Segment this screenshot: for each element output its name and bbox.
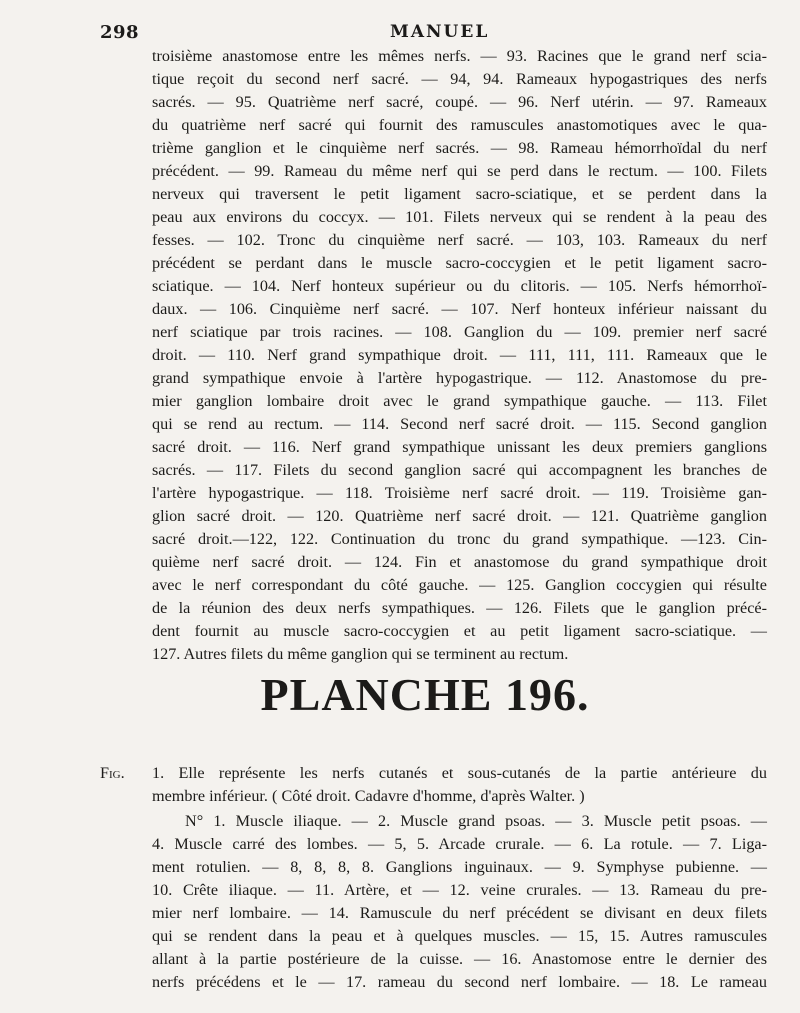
fig-label-text: Fig. [100, 764, 125, 782]
body-line: peau aux environs du coccyx. — 101. Filets nerveux qui se rendent à la peau des [152, 208, 767, 226]
legend-line: allant à la partie postérieure de la cuisse. — 16. Anastomose entre le dernier des [152, 950, 767, 968]
body-line: glion sacré droit. — 120. Quatrième nerf sacré droit. — 121. Quatrième ganglion [152, 507, 767, 525]
body-line: sciatique. — 104. Nerf honteux supérieur ou du clitoris. — 105. Nerfs hémorrhoï- [152, 277, 767, 295]
body-line: précédent. — 99. Rameau du même nerf qui se perd dans le rectum. — 100. Filets [152, 162, 767, 180]
body-line: quième nerf sacré droit. — 124. Fin et anastomose du grand sympathique droit [152, 553, 767, 571]
body-line: troisième anastomose entre les mêmes nerfs. — 93. Racines que le grand nerf scia- [152, 47, 767, 65]
legend-line: mier nerf lombaire. — 14. Ramuscule du nerf précédent se divisant en deux filets [152, 904, 767, 922]
body-line: précédent se perdant dans le muscle sacro-coccygien et le petit ligament sacro- [152, 254, 767, 272]
legend-line: 10. Crête iliaque. — 11. Artère, et — 12. veine crurales. — 13. Rameau du pre- [152, 881, 767, 899]
body-line: l'artère hypogastrique. — 118. Troisième nerf sacré droit. — 119. Troisième gan- [152, 484, 767, 502]
body-line: tique reçoit du second nerf sacré. — 94, 94. Rameaux hypogastriques des nerfs [152, 70, 767, 88]
fig-label [100, 762, 150, 784]
body-line: grand sympathique envoie à l'artère hypogastrique. — 112. Anastomose du pre- [152, 369, 767, 387]
running-head: MANUEL [390, 22, 490, 42]
body-line: 127. Autres filets du même ganglion qui se terminent au rectum. [152, 645, 569, 663]
body-line: mier ganglion lombaire droit avec le grand sympathique gauche. — 113. Filet [152, 392, 767, 410]
body-line: dent fournit au muscle sacro-coccygien et au petit ligament sacro-sciatique. — [152, 622, 767, 640]
body-line: qui se rend au rectum. — 114. Second nerf sacré droit. — 115. Second ganglion [152, 415, 767, 433]
legend-line: qui se rendent dans la peau et à quelques muscles. — 15, 15. Autres ramuscules [152, 927, 767, 945]
legend-line: nerfs précédens et le — 17. rameau du second nerf lombaire. — 18. Le rameau [152, 973, 767, 991]
fig-caption-line: membre inférieur. ( Côté droit. Cadavre d'homme, d'après Walter. ) [152, 787, 585, 805]
legend-line: N° 1. Muscle iliaque. — 2. Muscle grand psoas. — 3. Muscle petit psoas. — [185, 812, 767, 830]
body-line: trième ganglion et le cinquième nerf sacrés. — 98. Rameau hémorrhoïdal du nerf [152, 139, 767, 157]
body-line: nerf sciatique par trois racines. — 108. Ganglion du — 109. premier nerf sacré [152, 323, 767, 341]
body-line: sacré droit. — 116. Nerf grand sympathique unissant les deux premiers ganglions [152, 438, 767, 456]
body-line: de la réunion des deux nerfs sympathiques. — 126. Filets que le ganglion précé- [152, 599, 767, 617]
body-line: sacrés. — 117. Filets du second ganglion sacré qui accompagnent les branches de [152, 461, 767, 479]
body-line: daux. — 106. Cinquième nerf sacré. — 107. Nerf honteux inférieur naissant du [152, 300, 767, 318]
body-line: sacrés. — 95. Quatrième nerf sacré, coupé. — 96. Nerf utérin. — 97. Rameaux [152, 93, 767, 111]
body-line: du quatrième nerf sacré qui fournit des ramuscules anastomotiques avec le qua- [152, 116, 767, 134]
body-line: sacré droit.—122, 122. Continuation du tronc du grand sympathique. —123. Cin- [152, 530, 767, 548]
page-number: 298 [100, 22, 140, 43]
legend-line: 4. Muscle carré des lombes. — 5, 5. Arcade crurale. — 6. La rotule. — 7. Liga- [152, 835, 767, 853]
legend-line: ment rotulien. — 8, 8, 8, 8. Ganglions inguinaux. — 9. Symphyse pubienne. — [152, 858, 767, 876]
fig-caption-line: 1. Elle représente les nerfs cutanés et sous-cutanés de la partie antérieure du [152, 764, 767, 782]
body-line: nerveux qui traversent le petit ligament sacro-sciatique, et se perdent dans la [152, 185, 767, 203]
plate-title: PLANCHE 196. [260, 669, 590, 720]
body-line: fesses. — 102. Tronc du cinquième nerf sacré. — 103, 103. Rameaux du nerf [152, 231, 767, 249]
body-line: droit. — 110. Nerf grand sympathique droit. — 111, 111, 111. Rameaux que le [152, 346, 767, 364]
body-line: avec le nerf correspondant du côté gauche. — 125. Ganglion coccygien qui résulte [152, 576, 767, 594]
